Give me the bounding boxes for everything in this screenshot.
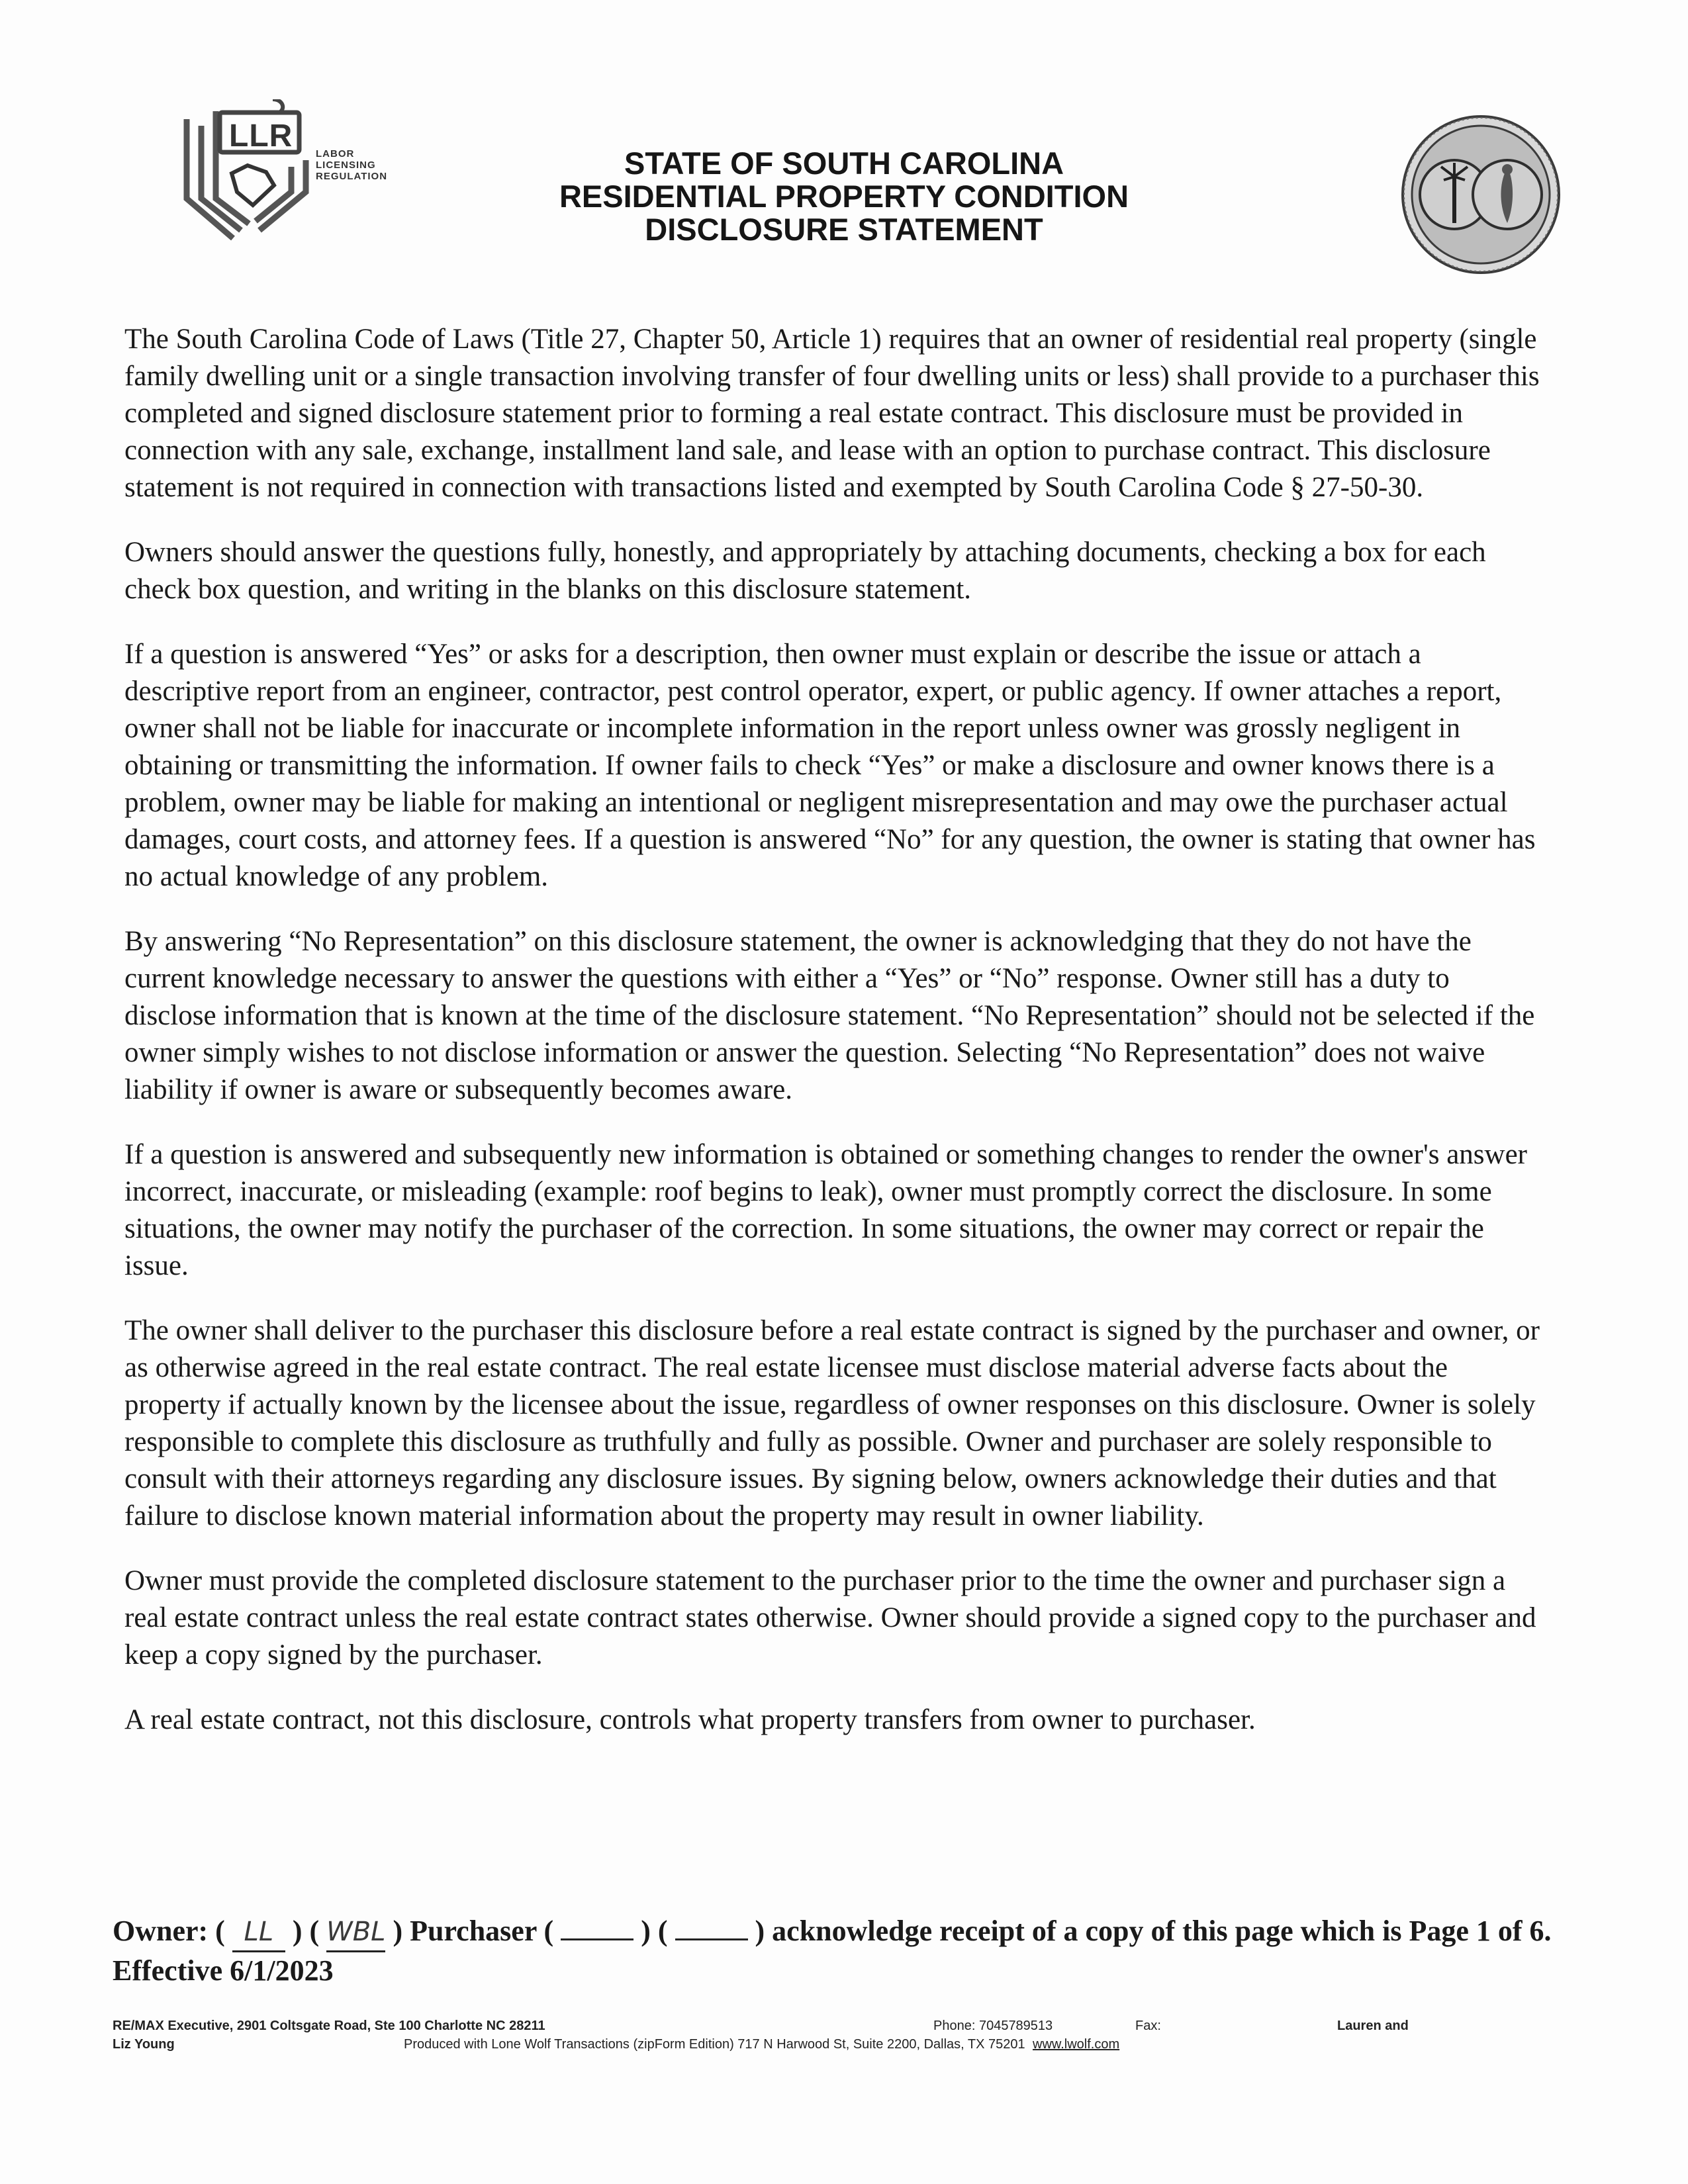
acknowledgment-text: ) acknowledge receipt of a copy of this page which is Page 1 of 6. <box>755 1915 1552 1947</box>
paragraph: Owners should answer the questions fully, honestly, and appropriately by attaching documents, checking a box for each check box question, and writing in the blanks on this disclosure statement. <box>124 537 1486 605</box>
acknowledgment-block <box>113 1913 1602 1989</box>
paragraph: The owner shall deliver to the purchaser this disclosure before a real estate contract is signed by the purchaser and owner, or as otherwise agreed in the real estate contract. The real estate licensee must disclose material adverse facts about the property if actually known by the licensee about the issue, regardless of owner responses on this disclosure. Owner is solely responsible to complete this disclosure as truthfully and fully as possible. Owner and purchaser are solely responsible to consult with their attorneys regarding any disclosure issues. By signing below, owners acknowledge their duties and that failure to disclose known material information about the property may result in owner liability. <box>124 1315 1540 1531</box>
paragraph: By answering “No Representation” on this disclosure statement, the owner is acknowledging that they do not have the current knowledge necessary to answer the questions with either a “Yes” or “No” response. Owner still has a duty to disclose information that is known at the time of the disclosure statement. “No Representation” should not be selected if the owner simply wishes to not disclose information or answer the question. Selecting “No Representation” does not waive liability if owner is aware or subsequently becomes aware. <box>124 926 1535 1105</box>
owner-initials-field-1[interactable]: LL <box>232 1913 285 1952</box>
paragraph: A real estate contract, not this disclosure, controls what property transfers from owner to purchaser. <box>124 1704 1256 1735</box>
purchaser-initials-field-1[interactable] <box>561 1938 633 1940</box>
effective-date: Effective 6/1/2023 <box>113 1954 334 1987</box>
document-title <box>463 147 1225 246</box>
client-name: Lauren and <box>1337 2019 1409 2033</box>
paragraph: If a question is answered and subsequently new information is obtained or something changes to render the owner's answer incorrect, inaccurate, or misleading (example: roof begins to leak), owner must promptly correct the disclosure. In some situations, the owner may notify the purchaser of the correction. In some situations, the owner may correct or repair the issue. <box>124 1139 1527 1281</box>
acknowledgment-line <box>113 1913 1602 1952</box>
paragraph: If a question is answered “Yes” or asks for a description, then owner must explain or describe the issue or attach a descriptive report from an engineer, contractor, pest control operator, expert, or public agency. If owner attaches a report, owner shall not be liable for inaccurate or incomplete information in the report unless owner was grossly negligent in obtaining or transmitting the information. If owner fails to check “Yes” or make a disclosure and owner knows there is a problem, owner may be liable for making an intentional or negligent misrepresentation and may owe the purchaser actual damages, court costs, and attorney fees. If a question is answered “No” for any question, the owner is stating that owner has no actual knowledge of any problem. <box>124 639 1536 892</box>
title-line: RESIDENTIAL PROPERTY CONDITION <box>559 179 1129 214</box>
logo-word: LABOR <box>316 148 355 159</box>
disclosure-body <box>124 321 1541 1766</box>
purchaser-initials-field-2[interactable] <box>675 1938 748 1940</box>
purchaser-label: ) Purchaser ( <box>393 1915 554 1947</box>
phone-number: Phone: 7045789513 <box>933 2019 1053 2033</box>
state-seal-icon <box>1400 114 1562 276</box>
website-link[interactable]: www.lwolf.com <box>1033 2037 1120 2052</box>
paragraph: The South Carolina Code of Laws (Title 27, Chapter 50, Article 1) requires that an owner of residential real property (single family dwelling unit or a single transaction involving transfer of four dwelling units or less) shall provide to a purchaser this completed and signed disclosure statement prior to forming a real estate contract. This disclosure must be provided in connection with any sale, exchange, installment land sale, and lease with an option to purchase contract. This disclosure statement is not required in connection with transactions listed and exempted by South Carolina Code § 27-50-30. <box>124 324 1540 503</box>
title-line: DISCLOSURE STATEMENT <box>645 212 1043 247</box>
logo-text: LLR <box>229 118 293 154</box>
logo-word: LICENSING <box>316 159 376 171</box>
agent-name: Liz Young <box>113 2037 175 2052</box>
page-footer <box>113 2019 1569 2056</box>
office-address: RE/MAX Executive, 2901 Coltsgate Road, Ste 100 Charlotte NC 28211 <box>113 2019 545 2033</box>
fax-number: Fax: <box>1135 2019 1161 2033</box>
paragraph: Owner must provide the completed disclosure statement to the purchaser prior to the time the owner and purchaser sign a real estate contract unless the real estate contract states otherwise. Owner should provide a signed copy to the purchaser and keep a copy signed by the purchaser. <box>124 1565 1536 1670</box>
owner-label: Owner: ( <box>113 1915 225 1947</box>
logo-word: REGULATION <box>316 171 388 182</box>
llr-logo <box>173 99 425 251</box>
produced-by: Produced with Lone Wolf Transactions (zipForm Edition) 717 N Harwood St, Suite 2200, Dallas, TX 75201 <box>404 2037 1025 2052</box>
separator-text: ) ( <box>641 1915 668 1947</box>
owner-initials-field-2[interactable]: WBL <box>326 1913 385 1952</box>
separator-text: ) ( <box>292 1915 320 1947</box>
logo-wordmark <box>316 148 387 182</box>
title-line: STATE OF SOUTH CAROLINA <box>624 146 1064 181</box>
